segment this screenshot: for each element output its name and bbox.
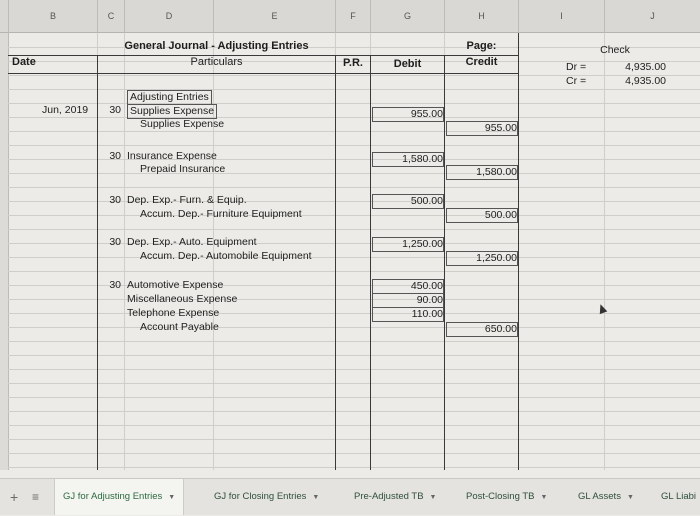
credit-amount: 955.00	[446, 121, 518, 136]
chevron-down-icon[interactable]: ▼	[540, 494, 548, 501]
add-sheet-icon[interactable]: +	[10, 489, 19, 505]
debit-account: Dep. Exp.- Auto. Equipment	[127, 236, 257, 248]
debit-account: Insurance Expense	[127, 150, 217, 162]
credit-account: Supplies Expense	[140, 118, 225, 130]
all-sheets-icon[interactable]: ≡	[32, 490, 40, 504]
row-header-strip[interactable]	[0, 33, 9, 470]
chevron-down-icon[interactable]: ▼	[626, 494, 634, 501]
section-title: Adjusting Entries	[127, 90, 212, 105]
credit-account: Prepaid Insurance	[140, 163, 226, 175]
page-label: Page:	[466, 40, 497, 52]
column-header-j[interactable]: J	[605, 0, 700, 33]
tab-label: Pre-Adjusted TB	[354, 491, 424, 502]
debit-account: Telephone Expense	[127, 307, 220, 319]
debit-header: Debit	[393, 58, 422, 70]
credit-amount: 1,250.00	[446, 251, 518, 266]
check-cr-value: 4,935.00	[625, 75, 666, 87]
check-cr-label: Cr =	[566, 75, 587, 87]
debit-amount: 955.00	[372, 107, 444, 122]
tab-label: Post-Closing TB	[466, 491, 535, 502]
debit-account: Miscellaneous Expense	[127, 293, 238, 305]
date-header: Date	[12, 56, 36, 68]
tab-label: GL Assets	[578, 491, 621, 502]
entry-day: 30	[109, 104, 121, 116]
chevron-down-icon[interactable]: ▼	[312, 494, 320, 501]
column-header-d[interactable]: D	[125, 0, 214, 33]
credit-account: Accum. Dep.- Furniture Equipment	[140, 208, 302, 220]
particulars-header: Particulars	[190, 56, 243, 68]
check-title: Check	[600, 44, 630, 56]
entry-day: 30	[109, 150, 121, 162]
tab-post-closing-tb[interactable]	[466, 479, 547, 515]
credit-account: Account Payable	[140, 321, 219, 333]
credit-amount: 1,580.00	[446, 165, 518, 180]
credit-amount: 500.00	[446, 208, 518, 223]
credit-account: Accum. Dep.- Automobile Equipment	[140, 250, 312, 262]
column-header-b[interactable]: B	[9, 0, 98, 33]
entry-day: 30	[109, 194, 121, 206]
chevron-down-icon[interactable]: ▼	[429, 494, 437, 501]
tab-gj-closing[interactable]	[214, 479, 319, 515]
journal-title: General Journal - Adjusting Entries	[124, 40, 309, 52]
column-header-i[interactable]: I	[519, 0, 605, 33]
column-header-h[interactable]: H	[445, 0, 519, 33]
debit-account: Dep. Exp.- Furn. & Equip.	[127, 194, 247, 206]
debit-amount: 1,250.00	[372, 237, 444, 252]
tab-pre-adjusted-tb[interactable]	[354, 479, 436, 515]
check-dr-value: 4,935.00	[625, 61, 666, 73]
column-header-f[interactable]: F	[336, 0, 371, 33]
pr-header: P.R.	[343, 57, 363, 69]
corner-header[interactable]	[0, 0, 9, 33]
debit-amount: 90.00	[372, 293, 444, 308]
tab-label: GJ for Closing Entries	[214, 491, 307, 502]
entry-day: 30	[109, 279, 121, 291]
entry-day: 30	[109, 236, 121, 248]
debit-account: Supplies Expense	[127, 104, 217, 119]
tab-label: GJ for Adjusting Entries	[63, 491, 163, 502]
tab-label: GL Liabi	[661, 491, 697, 502]
credit-amount: 650.00	[446, 322, 518, 337]
check-dr-label: Dr =	[566, 61, 587, 73]
tab-gl-liabilities[interactable]	[661, 479, 696, 515]
column-header-e[interactable]: E	[214, 0, 336, 33]
chevron-down-icon[interactable]: ▼	[168, 494, 176, 501]
column-header-g[interactable]: G	[371, 0, 445, 33]
debit-amount: 500.00	[372, 194, 444, 209]
tab-gj-adjusting[interactable]	[54, 479, 184, 515]
sheet-tab-bar	[0, 478, 700, 515]
credit-header: Credit	[465, 56, 498, 68]
period-label: Jun, 2019	[42, 104, 89, 116]
debit-amount: 450.00	[372, 279, 444, 294]
column-header-c[interactable]: C	[98, 0, 125, 33]
tab-gl-assets[interactable]	[578, 479, 634, 515]
debit-amount: 110.00	[372, 307, 444, 322]
debit-amount: 1,580.00	[372, 152, 444, 167]
debit-account: Automotive Expense	[127, 279, 224, 291]
